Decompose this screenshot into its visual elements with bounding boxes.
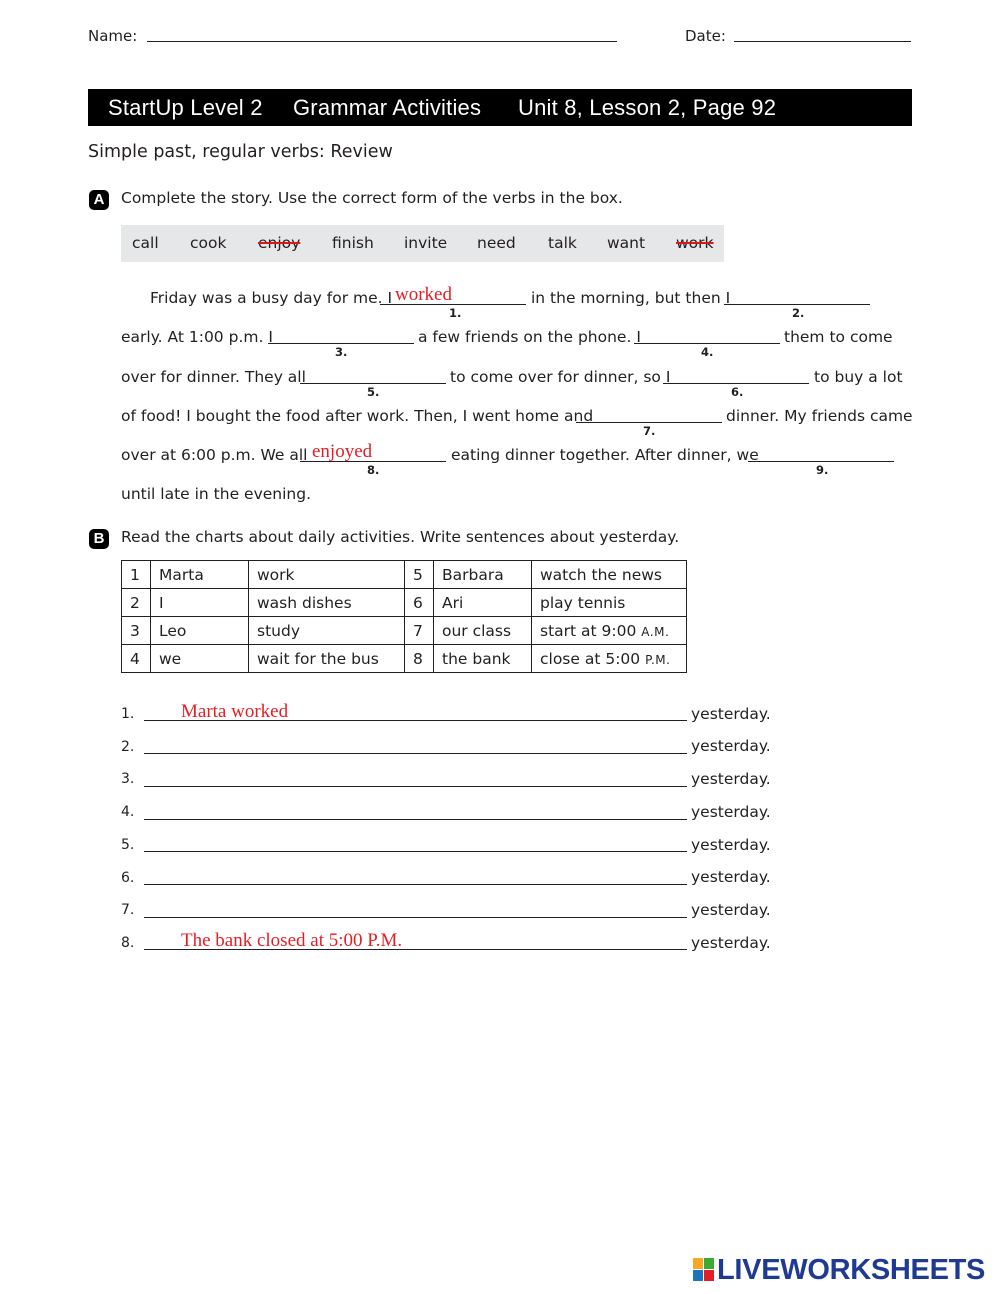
answer-8: enjoyed [312,441,373,462]
chart-activity: wait for the bus [249,645,405,673]
chart-number: 2 [122,589,151,617]
page-subtitle: Simple past, regular verbs: Review [88,142,393,162]
word-item: finish [332,234,374,252]
word-item: need [477,234,516,252]
part-b-badge: B [89,529,109,549]
yesterday-label: yesterday. [691,868,771,886]
name-field[interactable] [147,41,617,42]
chart-activity: close at 5:00 [540,649,641,668]
date-label: Date: [685,27,726,45]
sentence-field-4[interactable] [144,819,687,820]
banner-section: Grammar Activities [293,95,482,120]
yesterday-label: yesterday. [691,836,771,854]
title-banner [88,89,912,126]
chart-subject: the bank [434,645,532,673]
sentence-field-3[interactable] [144,786,687,787]
chart-subject: our class [434,617,532,645]
activities-chart [121,560,687,673]
sentence-answer-1: Marta worked [181,701,289,722]
sentence-answer-8: The bank closed at 5:00 P.M. [181,930,403,951]
part-a-badge: A [89,190,109,210]
banner-location: Unit 8, Lesson 2, Page 92 [518,95,777,120]
story-text: over at 6:00 p.m. We all [121,446,308,464]
chart-number: 8 [405,645,434,673]
row-number: 6. [121,870,135,886]
chart-activity: watch the news [532,561,687,589]
yesterday-label: yesterday. [691,737,771,755]
story-text: of food! I bought the food after work. Then, I went home and [121,407,594,425]
chart-time-suffix: A.M. [641,624,670,639]
story-text: until late in the evening. [121,485,311,503]
chart-activity: work [249,561,405,589]
date-field[interactable] [734,41,911,42]
liveworksheets-logo[interactable]: LIVEWORKSHEETS [717,1254,986,1286]
chart-number: 4 [122,645,151,673]
story-text: them to come [784,328,893,346]
sentence-field-5[interactable] [144,851,687,852]
chart-subject: Marta [151,561,249,589]
yesterday-label: yesterday. [691,770,771,788]
part-b-instruction: Read the charts about daily activities. Write sentences about yesterday. [121,528,680,546]
blank-number: 8. [367,463,380,477]
story-text: eating dinner together. After dinner, we [451,446,759,464]
chart-subject: we [151,645,249,673]
story-text: early. At 1:00 p.m. I [121,328,273,346]
chart-subject: I [151,589,249,617]
word-item: invite [404,234,448,252]
story-text: in the morning, but then I [531,289,731,307]
row-number: 5. [121,837,135,853]
row-number: 3. [121,771,135,787]
word-item: want [607,234,646,252]
chart-time-suffix: P.M. [645,652,671,667]
table-row [122,617,687,645]
chart-activity-cell [532,645,687,673]
blank-7[interactable] [576,422,722,423]
blank-number: 7. [643,424,656,438]
chart-number: 7 [405,617,434,645]
story-text: Friday was a busy day for me. I [150,289,393,307]
blank-number: 3. [335,345,348,359]
part-a-instruction: Complete the story. Use the correct form of the verbs in the box. [121,189,623,207]
banner-book: StartUp Level 2 [108,95,263,120]
story-text: to buy a lot [814,368,903,386]
chart-subject: Barbara [434,561,532,589]
story-text: a few friends on the phone. I [418,328,641,346]
chart-number: 1 [122,561,151,589]
word-item-struck: enjoy [258,234,301,252]
chart-number: 6 [405,589,434,617]
liveworksheets-icon [693,1258,715,1282]
blank-6[interactable] [663,383,809,384]
table-row [122,589,687,617]
chart-activity: play tennis [532,589,687,617]
word-item: call [132,234,159,252]
sentence-field-6[interactable] [144,884,687,885]
sentence-field-7[interactable] [144,917,687,918]
blank-9[interactable] [748,461,894,462]
word-item: cook [190,234,227,252]
table-row [122,561,687,589]
story-text: to come over for dinner, so I [450,368,671,386]
row-number: 1. [121,706,135,722]
chart-activity-cell [532,617,687,645]
chart-activity: start at 9:00 [540,621,637,640]
word-box [121,225,724,262]
blank-number: 9. [816,463,829,477]
blank-4[interactable] [634,343,780,344]
story-text: over for dinner. They all [121,368,306,386]
answer-1: worked [395,284,452,305]
chart-subject: Leo [151,617,249,645]
yesterday-label: yesterday. [691,803,771,821]
yesterday-label: yesterday. [691,934,771,952]
row-number: 4. [121,804,135,820]
row-number: 2. [121,739,135,755]
table-row [122,645,687,673]
row-number: 8. [121,935,135,951]
blank-number: 2. [792,306,805,320]
word-item: talk [548,234,577,252]
blank-2[interactable] [724,304,870,305]
row-number: 7. [121,902,135,918]
blank-number: 5. [367,385,380,399]
word-item-struck: work [676,234,714,252]
sentence-field-2[interactable] [144,753,687,754]
chart-number: 5 [405,561,434,589]
chart-subject: Ari [434,589,532,617]
chart-activity: wash dishes [249,589,405,617]
yesterday-label: yesterday. [691,901,771,919]
yesterday-label: yesterday. [691,705,771,723]
blank-3[interactable] [268,343,414,344]
name-label: Name: [88,27,138,45]
blank-number: 1. [449,306,462,320]
blank-5[interactable] [300,383,446,384]
chart-number: 3 [122,617,151,645]
blank-number: 4. [701,345,714,359]
story-text: dinner. My friends came [726,407,913,425]
blank-number: 6. [731,385,744,399]
chart-activity: study [249,617,405,645]
